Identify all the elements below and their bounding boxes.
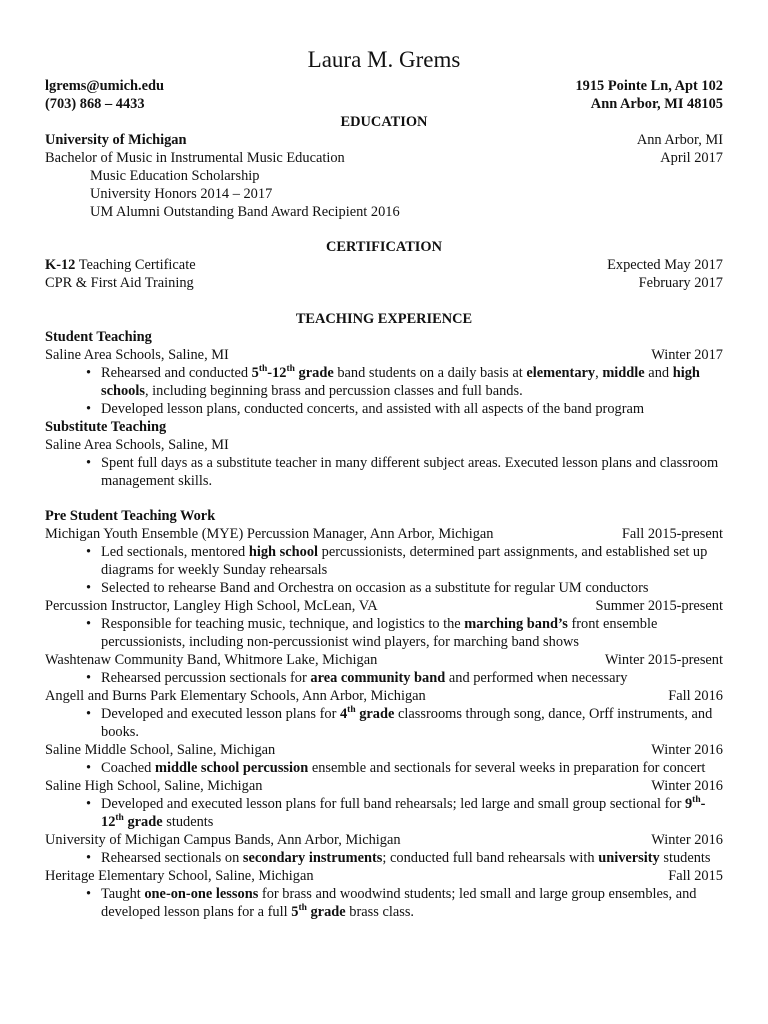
job-date: Winter 2015-present <box>604 652 723 668</box>
applicant-name: Laura M. Grems <box>307 47 461 72</box>
job-bullets <box>45 615 723 651</box>
address-line-1: 1915 Pointe Ln, Apt 102 <box>575 78 723 94</box>
job-place: Saline Area Schools, Saline, MI <box>45 347 229 363</box>
substitute-bullets <box>45 454 723 490</box>
phone: (703) 868 – 4433 <box>45 96 145 112</box>
substitute-heading: Substitute Teaching <box>45 419 167 435</box>
cert-bold: K-12 <box>45 257 76 273</box>
job-place: Heritage Elementary School, Saline, Michigan <box>45 868 314 884</box>
contact-row-1 <box>45 77 723 95</box>
job-place: Percussion Instructor, Langley High School, McLean, VA <box>45 598 378 614</box>
job-bullets <box>45 543 723 597</box>
job-place: Washtenaw Community Band, Whitmore Lake, Michigan <box>45 652 378 668</box>
job-bullets <box>45 705 723 741</box>
job-date: Fall 2016 <box>668 688 723 704</box>
certification-row <box>45 274 723 292</box>
substitute-place: Saline Area Schools, Saline, MI <box>45 437 229 453</box>
job-date: Fall 2015 <box>668 868 723 884</box>
school-location: Ann Arbor, MI <box>636 132 723 148</box>
email: lgrems@umich.edu <box>45 78 165 94</box>
education-heading: EDUCATION <box>340 114 428 130</box>
job-place: Saline Middle School, Saline, Michigan <box>45 742 276 758</box>
certification-name <box>45 256 196 274</box>
list-item: • Coached middle school percussion ensemble and sectionals for several weeks in preparation for concert <box>101 759 723 777</box>
job-date: Winter 2016 <box>651 742 723 758</box>
address-line-2: Ann Arbor, MI 48105 <box>590 96 723 112</box>
school-name: University of Michigan <box>45 132 187 148</box>
list-item: • Developed lesson plans, conducted concerts, and assisted with all aspects of the band program <box>101 400 723 418</box>
job-date: Winter 2016 <box>651 832 723 848</box>
degree: Bachelor of Music in Instrumental Music Education <box>45 150 345 166</box>
certification-date: February 2017 <box>638 275 723 291</box>
list-item: • Rehearsed percussion sectionals for area community band and performed when necessary <box>101 669 723 687</box>
education-item: Music Education Scholarship <box>90 168 260 184</box>
education-school-row <box>45 131 723 149</box>
job-row <box>45 687 723 705</box>
certification-heading: CERTIFICATION <box>326 239 442 255</box>
list-item: • Developed and executed lesson plans for full band rehearsals; led large and small group sectional for 9th-12th grade students <box>101 795 723 831</box>
job-bullets <box>45 795 723 831</box>
student-teaching-heading: Student Teaching <box>45 329 152 345</box>
list-item: • Responsible for teaching music, technique, and logistics to the marching band’s front ensemble percussionists, including non-percussionist wind players, for marching band shows <box>101 615 723 651</box>
degree-date: April 2017 <box>660 150 723 166</box>
list-item: • Rehearsed and conducted 5th-12th grade band students on a daily basis at elementary, middle and high schools, including beginning brass and percussion classes and full bands. <box>101 364 723 400</box>
job-place: Angell and Burns Park Elementary Schools, Ann Arbor, Michigan <box>45 688 426 704</box>
job-bullets <box>45 849 723 867</box>
job-row <box>45 741 723 759</box>
cert-rest: Teaching Certificate <box>75 257 196 273</box>
list-item: • Rehearsed sectionals on secondary instruments; conducted full band rehearsals with university students <box>101 849 723 867</box>
list-item: • Developed and executed lesson plans for 4th grade classrooms through song, dance, Orff instruments, and books. <box>101 705 723 741</box>
job-date: Summer 2015-present <box>595 598 723 614</box>
certification-name: CPR & First Aid Training <box>45 275 194 291</box>
education-degree-row <box>45 149 723 167</box>
student-teaching-bullets <box>45 364 723 418</box>
job-row <box>45 831 723 849</box>
job-row <box>45 597 723 615</box>
job-row <box>45 867 723 885</box>
job-bullets <box>45 669 723 687</box>
job-bullets <box>45 885 723 921</box>
list-item: • Led sectionals, mentored high school percussionists, determined part assignments, and established set up diagrams for weekly Sunday rehearsals <box>101 543 723 579</box>
resume-page <box>45 45 723 921</box>
job-date: Fall 2015-present <box>621 526 723 542</box>
teaching-heading: TEACHING EXPERIENCE <box>295 311 473 327</box>
job-row <box>45 525 723 543</box>
pre-student-teaching-heading: Pre Student Teaching Work <box>45 508 216 524</box>
list-item: • Taught one-on-one lessons for brass and woodwind students; led small and large group ensembles, and developed lesson plans for a full 5th grade brass class. <box>101 885 723 921</box>
list-item: • Selected to rehearse Band and Orchestra on occasion as a substitute for regular UM conductors <box>101 579 723 597</box>
job-date: Winter 2016 <box>651 778 723 794</box>
job-row <box>45 651 723 669</box>
certification-row <box>45 256 723 274</box>
job-place: Saline High School, Saline, Michigan <box>45 778 263 794</box>
certification-date: Expected May 2017 <box>607 257 723 273</box>
job-row <box>45 777 723 795</box>
education-item: University Honors 2014 – 2017 <box>90 186 273 202</box>
student-teaching-row <box>45 346 723 364</box>
list-item: • Spent full days as a substitute teacher in many different subject areas. Executed lesson plans and classroom management skills. <box>101 454 723 490</box>
job-place: University of Michigan Campus Bands, Ann Arbor, Michigan <box>45 832 401 848</box>
job-bullets <box>45 759 723 777</box>
education-item: UM Alumni Outstanding Band Award Recipient 2016 <box>90 204 400 220</box>
job-date: Winter 2017 <box>651 347 723 363</box>
job-place: Michigan Youth Ensemble (MYE) Percussion Manager, Ann Arbor, Michigan <box>45 526 494 542</box>
contact-row-2 <box>45 95 723 113</box>
